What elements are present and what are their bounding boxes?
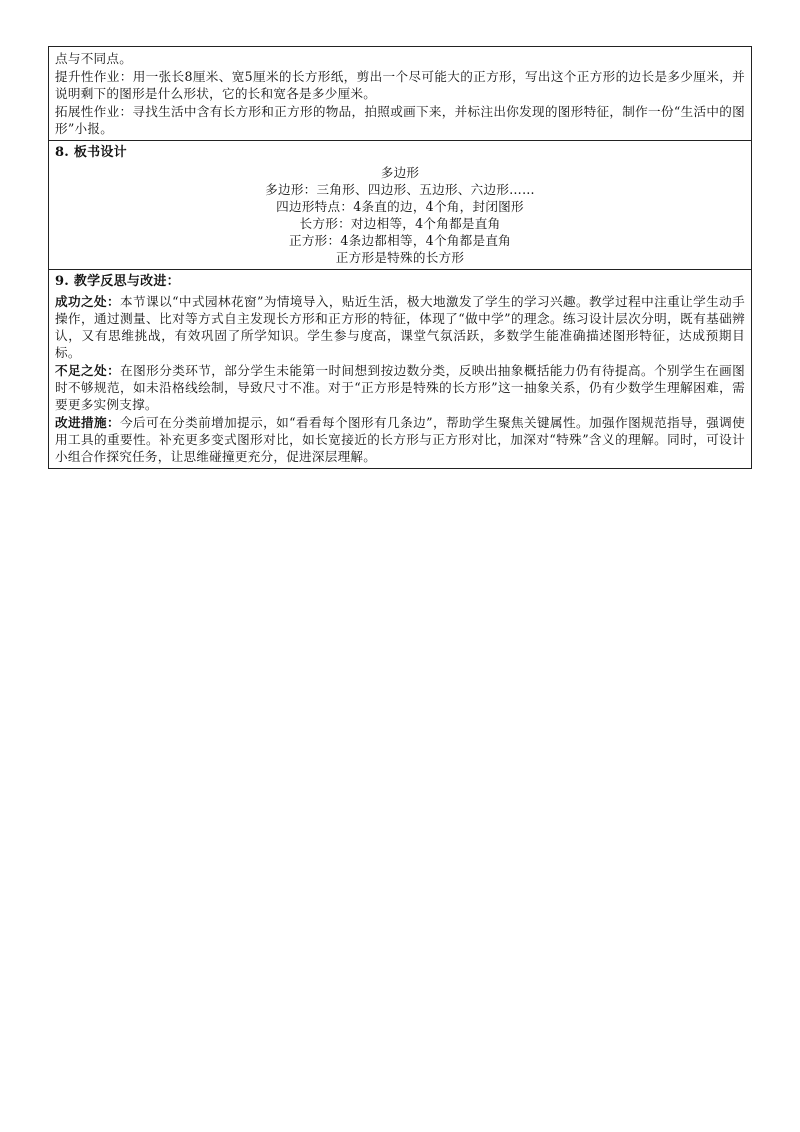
- reflection-success: [55, 293, 745, 361]
- improve-text: 今后可在分类前增加提示，如“看看每个图形有几条边”，帮助学生聚焦关键属性。加强作图规范指导，强调使用工具的重要性。补充更多变式图形对比，如长宽接近的长方形与正方形对比，加深对“特殊”含义的理解。同时，可设计小组合作探究任务，让思维碰撞更充分，促进深层理解。: [55, 415, 745, 464]
- homework-line-tail: 点与不同点。: [55, 51, 133, 66]
- reflection-shortfall: [55, 362, 745, 413]
- reflection-title: 9. 教学反思与改进：: [55, 274, 180, 289]
- shortfall-label: 不足之处：: [55, 363, 121, 378]
- shortfall-text: 在图形分类环节，部分学生未能第一时间想到按边数分类，反映出抽象概括能力仍有待提高。个别学生在画图时不够规范，如未沿格线绘制，导致尺寸不准。对于“正方形是特殊的长方形”这一抽象关系，仍有少数学生理解困难，需要更多实例支撑。: [55, 363, 746, 412]
- board-design-cell: [49, 140, 751, 269]
- homework-improve: 提升性作业：用一张长8厘米、宽5厘米的长方形纸，剪出一个尽可能大的正方形，写出这个正方形的边长是多少厘米，并说明剩下的图形是什么形状，它的长和宽各是多少厘米。: [55, 69, 745, 101]
- board-design-title: 8. 板书设计: [55, 145, 127, 160]
- board-line: 长方形：对边相等，4个角都是直角: [299, 216, 501, 231]
- lesson-plan-table: [48, 46, 752, 469]
- board-line: 四边形特点：4条直的边，4个角，封闭图形: [276, 199, 524, 214]
- success-text: 本节课以“中式园林花窗”为情境导入，贴近生活，极大地激发了学生的学习兴趣。教学过程中注重让学生动手操作，通过测量、比对等方式自主发现长方形和正方形的特征，体现了“做中学”的理念。练习设计层次分明，既有基础辨认，又有思维挑战，有效巩固了所学知识。学生参与度高，课堂气氛活跃，多数学生能准确描述图形特征，达成预期目标。: [55, 294, 745, 360]
- reflection-cell: [49, 269, 751, 468]
- improve-label: 改进措施：: [55, 415, 121, 430]
- board-line: 多边形：三角形、四边形、五边形、六边形……: [265, 182, 535, 197]
- board-line: 多边形: [380, 165, 420, 180]
- board-line: 正方形：4条边都相等，4个角都是直角: [288, 233, 512, 248]
- board-design-content: [55, 164, 745, 266]
- reflection-improve: [55, 414, 745, 465]
- board-line: 正方形是特殊的长方形: [335, 250, 465, 265]
- success-label: 成功之处：: [55, 294, 121, 309]
- homework-cell: [49, 47, 751, 140]
- homework-extend: 拓展性作业：寻找生活中含有长方形和正方形的物品，拍照或画下来，并标注出你发现的图形特征，制作一份“生活中的图形”小报。: [55, 104, 745, 136]
